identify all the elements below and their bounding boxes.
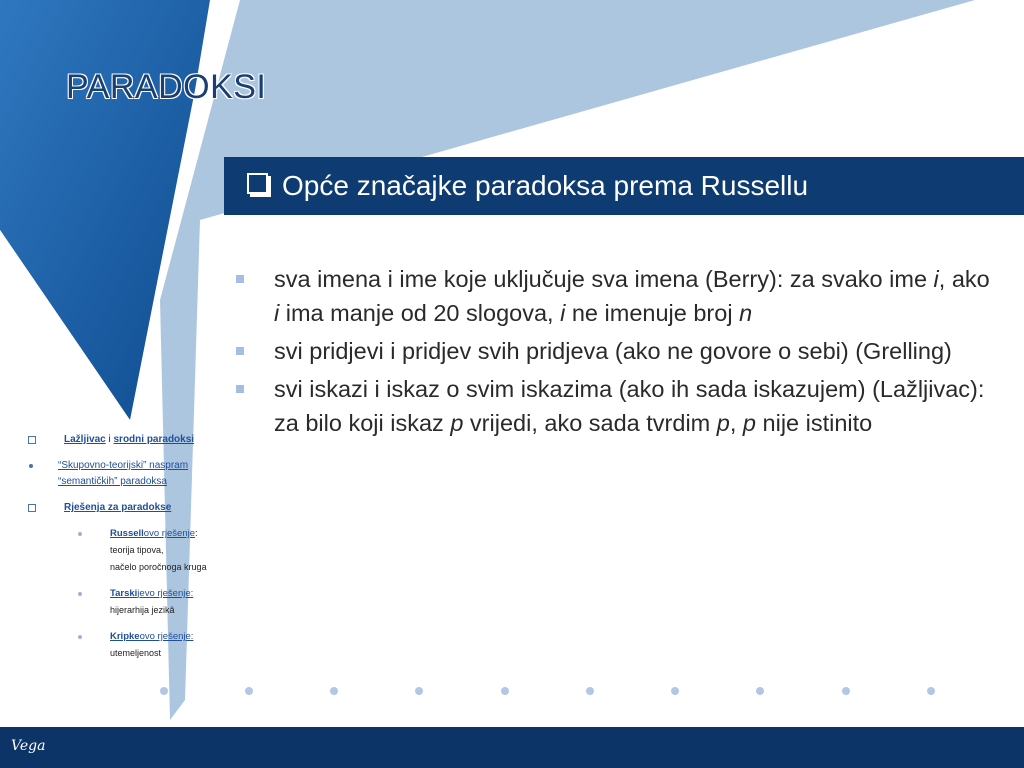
dot-icon [330,687,338,695]
checkbox-bullet-icon [247,173,268,194]
nav-link-russell[interactable]: Russell [110,528,144,539]
square-bullet-icon [236,385,244,393]
dot-icon [160,687,168,695]
nav-link-liar[interactable]: Lažljivac [64,434,106,445]
nav-subitem-tarski: Tarskijevo rješenje: hijerarhija jezikâ [26,586,226,619]
dot-icon [927,687,935,695]
subtitle-bar [224,157,1024,215]
nav-item-solutions [26,500,226,516]
nav-link-related-paradoxes[interactable]: srodni paradoksi [113,434,195,445]
page-title: PARADOKSI [66,68,267,106]
dot-icon [586,687,594,695]
nav-link-set-vs-semantic[interactable]: “Skupovno-teorijski” naspram “semantičkih” paradoksa [58,460,189,487]
nav-subitem-kripke: Kripkeovo rješenje: utemeljenost [26,629,226,662]
dot-icon [415,687,423,695]
content-item-liar: svi iskazi i iskaz o svim iskazima (ako ih sada iskazujem) (Lažljivac): za bilo koji iskaz p vrijedi, ako sada tvrdim p, p nije istinito [236,372,996,440]
sidebar-nav [26,432,226,672]
subtitle-text: Opće značajke paradoksa prema Russellu [282,170,809,201]
content-item-grelling: svi pridjevi i pridjev svih pridjeva (ako ne govore o sebi) (Grelling) [236,334,996,368]
decorative-dots [160,687,940,697]
footer-bar [0,727,1024,768]
dot-icon [245,687,253,695]
nav-link-tarski[interactable]: Tarski [110,588,138,599]
nav-item-liar: Lažljivac i srodni paradoksi [26,432,226,448]
dot-icon [501,687,509,695]
content-list [236,262,996,444]
dot-icon [756,687,764,695]
square-bullet-icon [236,275,244,283]
content-item-berry: sva imena i ime koje uključuje sva imena (Berry): za svako ime i, ako i ima manje od 20 slogova, i ne imenuje broj n [236,262,996,330]
nav-link-solutions[interactable]: Rješenja za paradokse [64,502,172,513]
dot-icon [842,687,850,695]
square-bullet-icon [236,347,244,355]
nav-link-kripke[interactable]: Kripke [110,631,140,642]
nav-subitem-russell: Russellovo rješenje: teorija tipova, načelo poročnoga kruga [26,526,226,576]
nav-item-set-vs-semantic [26,458,226,490]
dot-icon [671,687,679,695]
footer-brand: Vega [11,738,46,754]
